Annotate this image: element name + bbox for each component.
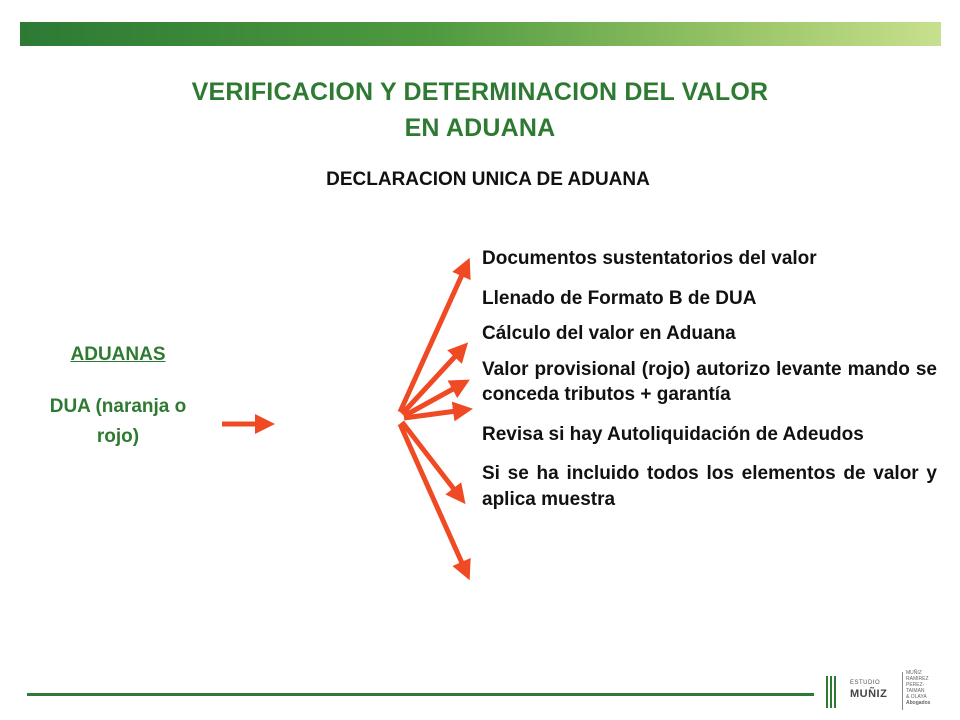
logo-partner-3: PEREZ-TAIMAN <box>906 682 925 694</box>
branch-arrow-provisional <box>404 410 464 418</box>
branch-arrow-autoliquidacion <box>402 422 460 497</box>
step-item-llenado: Llenado de Formato B de DUA <box>482 287 757 309</box>
bottom-divider <box>27 693 814 696</box>
slide-title <box>0 74 960 146</box>
branch-arrow-valor <box>404 384 462 416</box>
logo-partner-2: RAMIREZ <box>906 676 929 682</box>
aduanas-heading: ADUANAS <box>70 344 166 365</box>
step-item-calculo: Cálculo del valor en Aduana <box>482 323 736 344</box>
dua-label-line-2: rojo) <box>96 426 140 447</box>
studio-muniz-logo <box>822 668 942 712</box>
steps-list <box>482 246 937 512</box>
logo-mark-icon <box>826 676 838 708</box>
logo-name-text: MUÑIZ <box>850 688 888 700</box>
title-line-1: VERIFICACION Y DETERMINACION DEL VALOR <box>191 78 769 106</box>
branch-arrow-calculo <box>402 349 462 414</box>
logo-studio-text: ESTUDIO <box>850 680 881 686</box>
dua-label-line-1: DUA (naranja o <box>49 396 187 417</box>
step-item-valor-provisional: Valor provisional (rojo) autorizo levante mando se conceda tributos + garantía <box>482 358 937 405</box>
branch-arrow-documentos <box>400 266 466 412</box>
step-item-documentos: Documentos sustentatorios del valor <box>482 248 817 269</box>
branch-arrow-elementos <box>400 424 466 572</box>
logo-partners <box>906 670 942 706</box>
logo-partner-4: & OLAYA <box>906 694 927 700</box>
step-item-autoliquidacion: Revisa si hay Autoliquidación de Adeudos <box>482 423 864 445</box>
logo-partner-1: MUÑIZ <box>906 670 922 676</box>
dua-label <box>20 392 216 452</box>
title-line-2: EN ADUANA <box>404 114 556 142</box>
logo-partner-5: Abogados <box>906 700 931 706</box>
step-item-elementos: Si se ha incluido todos los elementos de valor y aplica muestra <box>482 463 937 510</box>
top-banner-bar <box>20 22 941 46</box>
logo-divider <box>902 672 903 710</box>
slide-subtitle: DECLARACION UNICA DE ADUANA <box>326 169 650 190</box>
